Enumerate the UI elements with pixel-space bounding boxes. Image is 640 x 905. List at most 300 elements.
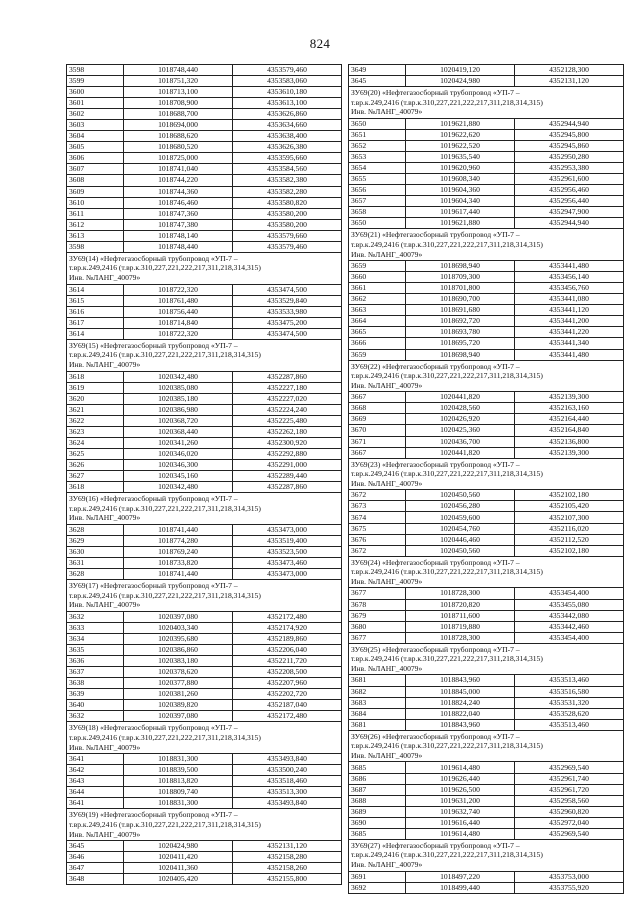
section-header-line: Инв. №ЛАНГ_40079»	[351, 478, 423, 488]
table-row	[349, 871, 624, 882]
point-number: 3641	[67, 798, 124, 809]
coordinate-x: 1020403,340	[124, 622, 233, 633]
coordinate-y: 4353579,660	[233, 230, 342, 241]
point-number: 3660	[349, 272, 406, 283]
coordinate-x: 1018720,820	[406, 599, 515, 610]
coordinate-x: 1020459,600	[406, 512, 515, 523]
coordinate-y: 4353474,500	[233, 328, 342, 339]
table-row	[349, 338, 624, 349]
table-row	[349, 163, 624, 174]
table-row	[349, 588, 624, 599]
coordinate-y: 4352300,920	[233, 437, 342, 448]
section-header-line: т.вр.к.249,2416 (т.вр.к.310,227,221,222,217,311,218,314,315)	[351, 371, 543, 381]
table-row	[349, 719, 624, 730]
coordinate-y: 4352116,020	[515, 523, 624, 534]
section-header-line: ЗУ69(24) «Нефтегазосборный трубопровод «УП-7 –	[351, 557, 520, 567]
section-header-line: т.вр.к.249,2416 (т.вр.к.310,227,221,222,217,311,218,314,315)	[351, 239, 543, 249]
coordinate-y: 4352961,600	[515, 174, 624, 185]
coordinate-y: 4352969,540	[515, 762, 624, 773]
coordinate-x: 1018741,440	[124, 569, 233, 580]
table-row	[349, 305, 624, 316]
point-number: 3684	[349, 708, 406, 719]
coordinate-x: 1020368,720	[124, 415, 233, 426]
coordinate-y: 4352287,860	[233, 371, 342, 382]
coordinate-y: 4352262,180	[233, 426, 342, 437]
table-row	[67, 852, 342, 863]
section-header-line: Инв. №ЛАНГ_40079»	[351, 576, 423, 586]
coordinate-x: 1018831,300	[124, 798, 233, 809]
section-header-line: Инв. №ЛАНГ_40079»	[351, 663, 423, 673]
coordinate-y: 4353441,120	[515, 305, 624, 316]
coordinate-y: 4353513,460	[515, 675, 624, 686]
coordinate-x: 1018733,820	[124, 558, 233, 569]
coordinate-x: 1020441,820	[406, 447, 515, 458]
table-row	[67, 459, 342, 470]
coordinate-y: 4353533,980	[233, 306, 342, 317]
coordinate-x: 1019608,340	[406, 174, 515, 185]
coordinate-x: 1018845,000	[406, 686, 515, 697]
table-row	[67, 404, 342, 415]
table-row	[67, 295, 342, 306]
point-number: 3631	[67, 558, 124, 569]
coordinate-y: 4353580,200	[233, 219, 342, 230]
page-number: 824	[309, 36, 331, 51]
point-number: 3618	[67, 371, 124, 382]
coordinate-x: 1019604,340	[406, 196, 515, 207]
coordinate-x: 1020424,980	[406, 76, 515, 87]
coordinate-x: 1020377,880	[124, 678, 233, 689]
table-row	[349, 762, 624, 773]
point-number: 3601	[67, 98, 124, 109]
coordinate-x: 1019635,540	[406, 152, 515, 163]
point-number: 3630	[67, 546, 124, 557]
coordinate-y: 4353755,920	[515, 882, 624, 893]
table-row	[349, 272, 624, 283]
point-number: 3606	[67, 153, 124, 164]
table-row	[67, 622, 342, 633]
point-number: 3635	[67, 645, 124, 656]
point-number: 3638	[67, 678, 124, 689]
table-row	[349, 425, 624, 436]
coordinate-y: 4352292,880	[233, 448, 342, 459]
table-row	[67, 656, 342, 667]
coordinate-y: 4353523,500	[233, 546, 342, 557]
coordinate-x: 1018746,460	[124, 197, 233, 208]
section-header	[67, 493, 342, 525]
coordinate-x: 1019620,960	[406, 163, 515, 174]
coordinate-x: 1018843,960	[406, 675, 515, 686]
coordinate-x: 1020425,360	[406, 425, 515, 436]
coordinate-y: 4352163,160	[515, 403, 624, 414]
point-number: 3681	[349, 675, 406, 686]
point-number: 3662	[349, 294, 406, 305]
point-number: 3645	[349, 76, 406, 87]
coordinate-x: 1020345,160	[124, 471, 233, 482]
section-header-line: ЗУ69(17) «Нефтегазосборный трубопровод «УП-7 –	[69, 581, 238, 591]
section-header-line: Инв. №ЛАНГ_40079»	[351, 750, 423, 760]
coordinate-x: 1018744,360	[124, 186, 233, 197]
point-number: 3653	[349, 152, 406, 163]
coordinate-y: 4352112,520	[515, 534, 624, 545]
table-row	[67, 382, 342, 393]
coordinate-y: 4352208,500	[233, 667, 342, 678]
coordinate-y: 4353493,840	[233, 798, 342, 809]
point-number: 3654	[349, 163, 406, 174]
point-number: 3649	[349, 65, 406, 76]
coordinate-y: 4352174,920	[233, 622, 342, 633]
point-number: 3613	[67, 230, 124, 241]
coordinate-y: 4352139,300	[515, 392, 624, 403]
point-number: 3623	[67, 426, 124, 437]
coordinate-x: 1018748,440	[124, 65, 233, 76]
coordinate-x: 1020385,080	[124, 382, 233, 393]
section-header-row	[349, 839, 624, 871]
table-row	[67, 208, 342, 219]
coordinate-x: 1018748,440	[124, 241, 233, 252]
point-number: 3614	[67, 284, 124, 295]
section-header-line: т.вр.к.249,2416 (т.вр.к.310,227,221,222,217,311,218,314,315)	[351, 741, 543, 751]
coordinate-y: 4352131,120	[233, 841, 342, 852]
table-row	[349, 697, 624, 708]
point-number: 3599	[67, 76, 124, 87]
table-row	[349, 610, 624, 621]
coordinate-x: 1020454,760	[406, 523, 515, 534]
coordinate-y: 4352945,800	[515, 129, 624, 140]
point-number: 3659	[349, 349, 406, 360]
table-row	[349, 686, 624, 697]
point-number: 3668	[349, 403, 406, 414]
table-row	[349, 828, 624, 839]
point-number: 3646	[67, 852, 124, 863]
table-row	[67, 471, 342, 482]
point-number: 3674	[349, 512, 406, 523]
coordinate-y: 4352187,040	[233, 700, 342, 711]
point-number: 3650	[349, 118, 406, 129]
point-number: 3622	[67, 415, 124, 426]
point-number: 3637	[67, 667, 124, 678]
point-number: 3598	[67, 241, 124, 252]
section-header	[67, 252, 342, 284]
coordinate-x: 1020428,560	[406, 403, 515, 414]
section-header-line: Инв. №ЛАНГ_40079»	[69, 513, 141, 523]
coordinate-x: 1019631,200	[406, 795, 515, 806]
coordinate-y: 4353634,660	[233, 120, 342, 131]
table-row	[67, 317, 342, 328]
section-header	[67, 722, 342, 754]
point-number: 3624	[67, 437, 124, 448]
coordinate-y: 4353473,000	[233, 524, 342, 535]
coordinate-x: 1018756,440	[124, 306, 233, 317]
point-number: 3636	[67, 656, 124, 667]
coordinate-x: 1020426,920	[406, 414, 515, 425]
coordinate-y: 4352945,860	[515, 140, 624, 151]
table-row	[349, 294, 624, 305]
coordinate-x: 1020446,460	[406, 534, 515, 545]
coordinate-x: 1018761,480	[124, 295, 233, 306]
point-number: 3687	[349, 784, 406, 795]
section-header	[349, 730, 624, 762]
coordinate-x: 1020397,080	[124, 611, 233, 622]
point-number: 3652	[349, 140, 406, 151]
section-header-row	[67, 493, 342, 525]
point-number: 3632	[67, 711, 124, 722]
section-header-row	[349, 556, 624, 588]
section-header-row	[349, 643, 624, 675]
point-number: 3643	[67, 776, 124, 787]
coordinate-y: 4352131,120	[515, 76, 624, 87]
coordinate-x: 1019616,440	[406, 817, 515, 828]
coordinate-y: 4352287,860	[233, 482, 342, 493]
point-number: 3632	[67, 611, 124, 622]
coordinate-x: 1020368,440	[124, 426, 233, 437]
section-header	[349, 458, 624, 490]
table-row	[349, 817, 624, 828]
point-number: 3692	[349, 882, 406, 893]
coordinate-x: 1020395,680	[124, 634, 233, 645]
coordinate-y: 4353584,560	[233, 164, 342, 175]
point-number: 3605	[67, 142, 124, 153]
coordinate-y: 4352958,560	[515, 795, 624, 806]
section-header-line: ЗУ69(27) «Нефтегазосборный трубопровод «УП-7 –	[351, 840, 520, 850]
coordinate-x: 1020450,560	[406, 545, 515, 556]
section-header-line: ЗУ69(15) «Нефтегазосборный трубопровод «УП-7 –	[69, 340, 238, 350]
coordinate-y: 4352227,180	[233, 382, 342, 393]
coordinate-x: 1020346,020	[124, 448, 233, 459]
coordinate-y: 4352158,260	[233, 863, 342, 874]
table-row	[67, 546, 342, 557]
point-number: 3682	[349, 686, 406, 697]
table-row	[349, 392, 624, 403]
coordinate-y: 4353441,340	[515, 338, 624, 349]
coordinate-x: 1020411,360	[124, 863, 233, 874]
coordinate-x: 1018708,900	[124, 98, 233, 109]
coordinate-x: 1018499,440	[406, 882, 515, 893]
coordinate-x: 1018691,680	[406, 305, 515, 316]
table-row	[67, 241, 342, 252]
point-number: 3669	[349, 414, 406, 425]
coordinate-x: 1018688,620	[124, 131, 233, 142]
point-number: 3609	[67, 186, 124, 197]
section-header-line: т.вр.к.249,2416 (т.вр.к.310,227,221,222,217,311,218,314,315)	[351, 567, 543, 577]
coordinate-x: 1018824,240	[406, 697, 515, 708]
coordinate-x: 1018725,000	[124, 153, 233, 164]
coordinate-y: 4353442,460	[515, 621, 624, 632]
coordinate-x: 1018711,600	[406, 610, 515, 621]
point-number: 3612	[67, 219, 124, 230]
coordinate-y: 4352947,900	[515, 207, 624, 218]
table-row	[349, 261, 624, 272]
section-header-line: Инв. №ЛАНГ_40079»	[69, 742, 141, 752]
table-row	[349, 512, 624, 523]
table-row	[67, 645, 342, 656]
section-header-row	[349, 458, 624, 490]
coordinate-y: 4352164,440	[515, 414, 624, 425]
coordinate-y: 4353529,840	[233, 295, 342, 306]
table-row	[67, 306, 342, 317]
point-number: 3673	[349, 501, 406, 512]
section-header-line: ЗУ69(21) «Нефтегазосборный трубопровод «УП-7 –	[351, 230, 520, 240]
coordinate-y: 4353513,300	[233, 787, 342, 798]
coordinate-y: 4353613,100	[233, 98, 342, 109]
table-row	[67, 371, 342, 382]
point-number: 3677	[349, 632, 406, 643]
coordinate-x: 1018701,800	[406, 283, 515, 294]
section-header-line: т.вр.к.249,2416 (т.вр.к.310,227,221,222,217,311,218,314,315)	[69, 350, 261, 360]
coordinates-table-left	[66, 64, 342, 885]
coordinate-y: 4352944,940	[515, 118, 624, 129]
coordinate-x: 1018722,320	[124, 328, 233, 339]
section-header-line: ЗУ69(14) «Нефтегазосборный трубопровод «УП-7 –	[69, 253, 238, 263]
point-number: 3677	[349, 588, 406, 599]
coordinate-y: 4352139,300	[515, 447, 624, 458]
table-row	[67, 611, 342, 622]
table-row	[67, 437, 342, 448]
point-number: 3627	[67, 471, 124, 482]
coordinate-x: 1018698,940	[406, 261, 515, 272]
point-number: 3671	[349, 436, 406, 447]
coordinate-y: 4352953,380	[515, 163, 624, 174]
point-number: 3628	[67, 524, 124, 535]
coordinate-x: 1020456,280	[406, 501, 515, 512]
coordinate-x: 1020386,860	[124, 645, 233, 656]
table-row	[349, 349, 624, 360]
section-header-line: ЗУ69(18) «Нефтегазосборный трубопровод «УП-7 –	[69, 723, 238, 733]
section-header	[349, 839, 624, 871]
coordinate-y: 4352107,300	[515, 512, 624, 523]
coordinate-y: 4352950,280	[515, 152, 624, 163]
coordinate-y: 4352291,000	[233, 459, 342, 470]
section-header-line: Инв. №ЛАНГ_40079»	[69, 272, 141, 282]
table-row	[67, 328, 342, 339]
section-header	[67, 339, 342, 371]
coordinate-x: 1018831,300	[124, 754, 233, 765]
section-header-line: Инв. №ЛАНГ_40079»	[351, 380, 423, 390]
point-number: 3626	[67, 459, 124, 470]
coordinate-x: 1018688,700	[124, 109, 233, 120]
coordinate-x: 1020342,480	[124, 371, 233, 382]
table-row	[67, 787, 342, 798]
coordinate-x: 1020397,080	[124, 711, 233, 722]
coordinate-y: 4352189,860	[233, 634, 342, 645]
coordinate-y: 4353441,480	[515, 261, 624, 272]
coordinate-x: 1019626,440	[406, 773, 515, 784]
section-header-row	[349, 229, 624, 261]
coordinate-x: 1020386,980	[124, 404, 233, 415]
coordinate-y: 4352960,820	[515, 806, 624, 817]
section-header-line: Инв. №ЛАНГ_40079»	[69, 829, 141, 839]
point-number: 3686	[349, 773, 406, 784]
point-number: 3620	[67, 393, 124, 404]
table-row	[67, 765, 342, 776]
table-row	[349, 621, 624, 632]
table-row	[349, 118, 624, 129]
point-number: 3672	[349, 490, 406, 501]
table-row	[67, 109, 342, 120]
coordinate-x: 1018698,940	[406, 349, 515, 360]
coordinate-x: 1018497,220	[406, 871, 515, 882]
table-row	[349, 784, 624, 795]
coordinate-x: 1018680,520	[124, 142, 233, 153]
table-row	[67, 798, 342, 809]
table-row	[67, 393, 342, 404]
section-header-row	[349, 87, 624, 119]
section-header	[67, 580, 342, 612]
point-number: 3663	[349, 305, 406, 316]
section-header-line: ЗУ69(22) «Нефтегазосборный трубопровод «УП-7 –	[351, 361, 520, 371]
coordinate-x: 1019614,480	[406, 762, 515, 773]
section-header-line: ЗУ69(16) «Нефтегазосборный трубопровод «УП-7 –	[69, 494, 238, 504]
table-row	[67, 284, 342, 295]
coordinate-y: 4353528,620	[515, 708, 624, 719]
coordinate-y: 4353456,760	[515, 283, 624, 294]
coordinate-x: 1018843,960	[406, 719, 515, 730]
coordinate-y: 4352956,460	[515, 185, 624, 196]
point-number: 3603	[67, 120, 124, 131]
point-number: 3683	[349, 697, 406, 708]
coordinate-x: 1018747,380	[124, 219, 233, 230]
point-number: 3633	[67, 622, 124, 633]
table-row	[67, 65, 342, 76]
table-row	[67, 634, 342, 645]
table-row	[349, 185, 624, 196]
table-row	[67, 175, 342, 186]
coordinate-x: 1018690,700	[406, 294, 515, 305]
table-row	[67, 524, 342, 535]
point-number: 3641	[67, 754, 124, 765]
coordinate-x: 1018839,500	[124, 765, 233, 776]
coordinate-x: 1018747,360	[124, 208, 233, 219]
table-row	[67, 482, 342, 493]
coordinate-x: 1020341,260	[124, 437, 233, 448]
coordinate-y: 4352961,740	[515, 773, 624, 784]
point-number: 3664	[349, 316, 406, 327]
section-header-line: т.вр.к.249,2416 (т.вр.к.310,227,221,222,217,311,218,314,315)	[351, 850, 543, 860]
coordinate-x: 1019622,520	[406, 140, 515, 151]
coordinate-x: 1018722,320	[124, 284, 233, 295]
point-number: 3639	[67, 689, 124, 700]
coordinate-y: 4352225,480	[233, 415, 342, 426]
point-number: 3607	[67, 164, 124, 175]
point-number: 3648	[67, 874, 124, 885]
coordinate-x: 1020385,180	[124, 393, 233, 404]
point-number: 3644	[67, 787, 124, 798]
coordinate-x: 1018728,300	[406, 632, 515, 643]
table-row	[349, 196, 624, 207]
point-number: 3640	[67, 700, 124, 711]
point-number: 3685	[349, 762, 406, 773]
coordinate-y: 4353441,480	[515, 349, 624, 360]
coordinate-y: 4353454,400	[515, 632, 624, 643]
coordinate-y: 4353456,140	[515, 272, 624, 283]
table-row	[67, 76, 342, 87]
table-row	[349, 632, 624, 643]
coordinate-x: 1018692,720	[406, 316, 515, 327]
coordinate-y: 4352128,300	[515, 65, 624, 76]
point-number: 3655	[349, 174, 406, 185]
point-number: 3634	[67, 634, 124, 645]
section-header-line: Инв. №ЛАНГ_40079»	[351, 249, 423, 259]
coordinate-x: 1020411,420	[124, 852, 233, 863]
coordinate-x: 1020450,560	[406, 490, 515, 501]
table-row	[349, 140, 624, 151]
coordinate-x: 1020389,820	[124, 700, 233, 711]
coordinate-y: 4352202,720	[233, 689, 342, 700]
point-number: 3625	[67, 448, 124, 459]
coordinate-x: 1018694,000	[124, 120, 233, 131]
table-row	[67, 87, 342, 98]
coordinate-x: 1018822,040	[406, 708, 515, 719]
point-number: 3651	[349, 129, 406, 140]
